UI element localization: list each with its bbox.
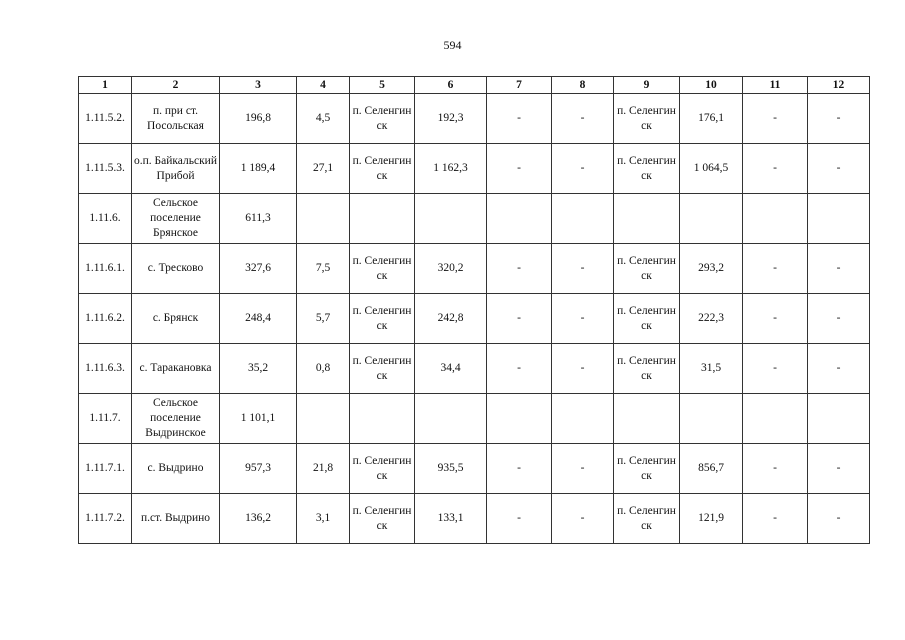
- table-cell-col-7: -: [487, 244, 552, 294]
- table-cell-col-4: 3,1: [297, 494, 350, 544]
- table-cell-col-12: -: [808, 344, 870, 394]
- table-cell-col-6: [415, 194, 487, 244]
- table-cell-col-2: с. Тресково: [132, 244, 220, 294]
- table-cell-col-9: п. Селенгинск: [614, 144, 680, 194]
- table-cell-col-6: 242,8: [415, 294, 487, 344]
- column-header-9: 9: [614, 77, 680, 94]
- header-row: [79, 77, 870, 94]
- table-cell-col-4: 7,5: [297, 244, 350, 294]
- table-cell-col-6: 320,2: [415, 244, 487, 294]
- table-cell-col-5: [350, 194, 415, 244]
- page-number: 594: [443, 38, 462, 52]
- table-cell-col-12: [808, 194, 870, 244]
- column-header-4: 4: [297, 77, 350, 94]
- table-cell-col-8: [552, 194, 614, 244]
- table-cell-col-11: -: [743, 444, 808, 494]
- table-cell-col-2: с. Брянск: [132, 294, 220, 344]
- table-cell-col-10: 121,9: [680, 494, 743, 544]
- table-cell-col-8: -: [552, 494, 614, 544]
- table-cell-col-2: с. Таракановка: [132, 344, 220, 394]
- table-cell-col-8: -: [552, 344, 614, 394]
- table-cell-col-4: [297, 194, 350, 244]
- table-cell-col-7: [487, 394, 552, 444]
- column-header-10: 10: [680, 77, 743, 94]
- table-cell-col-12: [808, 394, 870, 444]
- table-cell-col-11: -: [743, 494, 808, 544]
- table-cell-col-2: п. при ст. Посольская: [132, 94, 220, 144]
- table-cell-col-12: -: [808, 144, 870, 194]
- table-body: [79, 94, 870, 544]
- table-cell-col-4: 4,5: [297, 94, 350, 144]
- table-cell-col-2: Сельское поселение Выдринское: [132, 394, 220, 444]
- table-cell-col-1: 1.11.6.1.: [79, 244, 132, 294]
- table-cell-col-5: п. Селенгинск: [350, 444, 415, 494]
- column-header-5: 5: [350, 77, 415, 94]
- table-cell-col-10: 222,3: [680, 294, 743, 344]
- table-cell-col-2: п.ст. Выдрино: [132, 494, 220, 544]
- table-cell-col-6: 935,5: [415, 444, 487, 494]
- table-row: [79, 294, 870, 344]
- table-cell-col-11: -: [743, 294, 808, 344]
- table-cell-col-8: -: [552, 94, 614, 144]
- table-row: [79, 394, 870, 444]
- table-cell-col-7: [487, 194, 552, 244]
- table-cell-col-6: [415, 394, 487, 444]
- table-cell-col-10: [680, 394, 743, 444]
- table-cell-col-9: п. Селенгинск: [614, 444, 680, 494]
- table-cell-col-6: 1 162,3: [415, 144, 487, 194]
- column-header-7: 7: [487, 77, 552, 94]
- table-cell-col-12: -: [808, 244, 870, 294]
- table-cell-col-11: -: [743, 144, 808, 194]
- table-cell-col-7: -: [487, 494, 552, 544]
- table-cell-col-9: п. Селенгинск: [614, 294, 680, 344]
- table-cell-col-2: с. Выдрино: [132, 444, 220, 494]
- data-table: [78, 76, 870, 544]
- table-cell-col-7: -: [487, 444, 552, 494]
- table-cell-col-6: 192,3: [415, 94, 487, 144]
- table-cell-col-10: 1 064,5: [680, 144, 743, 194]
- table-cell-col-4: 0,8: [297, 344, 350, 394]
- table-cell-col-5: п. Селенгинск: [350, 244, 415, 294]
- table-row: [79, 194, 870, 244]
- table-cell-col-3: 136,2: [220, 494, 297, 544]
- table-cell-col-10: 856,7: [680, 444, 743, 494]
- table-cell-col-11: [743, 194, 808, 244]
- table-cell-col-3: 327,6: [220, 244, 297, 294]
- table-row: [79, 344, 870, 394]
- table-cell-col-4: 21,8: [297, 444, 350, 494]
- table-row: [79, 444, 870, 494]
- table-cell-col-3: 248,4: [220, 294, 297, 344]
- table-cell-col-1: 1.11.6.2.: [79, 294, 132, 344]
- table-cell-col-6: 34,4: [415, 344, 487, 394]
- table-row: [79, 494, 870, 544]
- table-cell-col-5: п. Селенгинск: [350, 294, 415, 344]
- table-cell-col-9: п. Селенгинск: [614, 494, 680, 544]
- table-cell-col-5: [350, 394, 415, 444]
- table-cell-col-12: -: [808, 494, 870, 544]
- table-row: [79, 144, 870, 194]
- table-cell-col-1: 1.11.6.: [79, 194, 132, 244]
- table-cell-col-8: [552, 394, 614, 444]
- column-header-8: 8: [552, 77, 614, 94]
- table-cell-col-9: п. Селенгинск: [614, 94, 680, 144]
- table-cell-col-11: [743, 394, 808, 444]
- table-cell-col-5: п. Селенгинск: [350, 94, 415, 144]
- table-cell-col-11: -: [743, 94, 808, 144]
- table-cell-col-12: -: [808, 294, 870, 344]
- table-cell-col-2: о.п. Байкальский Прибой: [132, 144, 220, 194]
- table-cell-col-9: п. Селенгинск: [614, 344, 680, 394]
- table-cell-col-7: -: [487, 94, 552, 144]
- table-cell-col-1: 1.11.5.2.: [79, 94, 132, 144]
- table-cell-col-11: -: [743, 344, 808, 394]
- column-header-12: 12: [808, 77, 870, 94]
- table-cell-col-6: 133,1: [415, 494, 487, 544]
- table-cell-col-1: 1.11.7.: [79, 394, 132, 444]
- table-cell-col-3: 611,3: [220, 194, 297, 244]
- table-cell-col-1: 1.11.5.3.: [79, 144, 132, 194]
- table-header: [79, 77, 870, 94]
- column-header-2: 2: [132, 77, 220, 94]
- table-cell-col-3: 35,2: [220, 344, 297, 394]
- table-cell-col-4: [297, 394, 350, 444]
- table-cell-col-9: [614, 394, 680, 444]
- table-cell-col-7: -: [487, 344, 552, 394]
- table-cell-col-12: -: [808, 444, 870, 494]
- table-cell-col-3: 1 101,1: [220, 394, 297, 444]
- table-cell-col-10: 293,2: [680, 244, 743, 294]
- table-cell-col-8: -: [552, 244, 614, 294]
- column-header-1: 1: [79, 77, 132, 94]
- table-cell-col-8: -: [552, 144, 614, 194]
- table-cell-col-7: -: [487, 294, 552, 344]
- table-cell-col-10: 176,1: [680, 94, 743, 144]
- table-cell-col-8: -: [552, 444, 614, 494]
- column-header-6: 6: [415, 77, 487, 94]
- table-cell-col-4: 5,7: [297, 294, 350, 344]
- table-cell-col-11: -: [743, 244, 808, 294]
- table-row: [79, 94, 870, 144]
- table-cell-col-8: -: [552, 294, 614, 344]
- table-cell-col-4: 27,1: [297, 144, 350, 194]
- table-cell-col-1: 1.11.7.1.: [79, 444, 132, 494]
- table-cell-col-5: п. Селенгинск: [350, 344, 415, 394]
- column-header-11: 11: [743, 77, 808, 94]
- table-cell-col-9: п. Селенгинск: [614, 244, 680, 294]
- table-cell-col-5: п. Селенгинск: [350, 494, 415, 544]
- table-cell-col-3: 1 189,4: [220, 144, 297, 194]
- column-header-3: 3: [220, 77, 297, 94]
- table-cell-col-7: -: [487, 144, 552, 194]
- table-cell-col-3: 957,3: [220, 444, 297, 494]
- table-cell-col-12: -: [808, 94, 870, 144]
- table-cell-col-9: [614, 194, 680, 244]
- table-cell-col-1: 1.11.7.2.: [79, 494, 132, 544]
- table-cell-col-1: 1.11.6.3.: [79, 344, 132, 394]
- table-cell-col-3: 196,8: [220, 94, 297, 144]
- table-cell-col-5: п. Селенгинск: [350, 144, 415, 194]
- table-row: [79, 244, 870, 294]
- table-cell-col-10: [680, 194, 743, 244]
- table-cell-col-2: Сельское поселение Брянское: [132, 194, 220, 244]
- table-cell-col-10: 31,5: [680, 344, 743, 394]
